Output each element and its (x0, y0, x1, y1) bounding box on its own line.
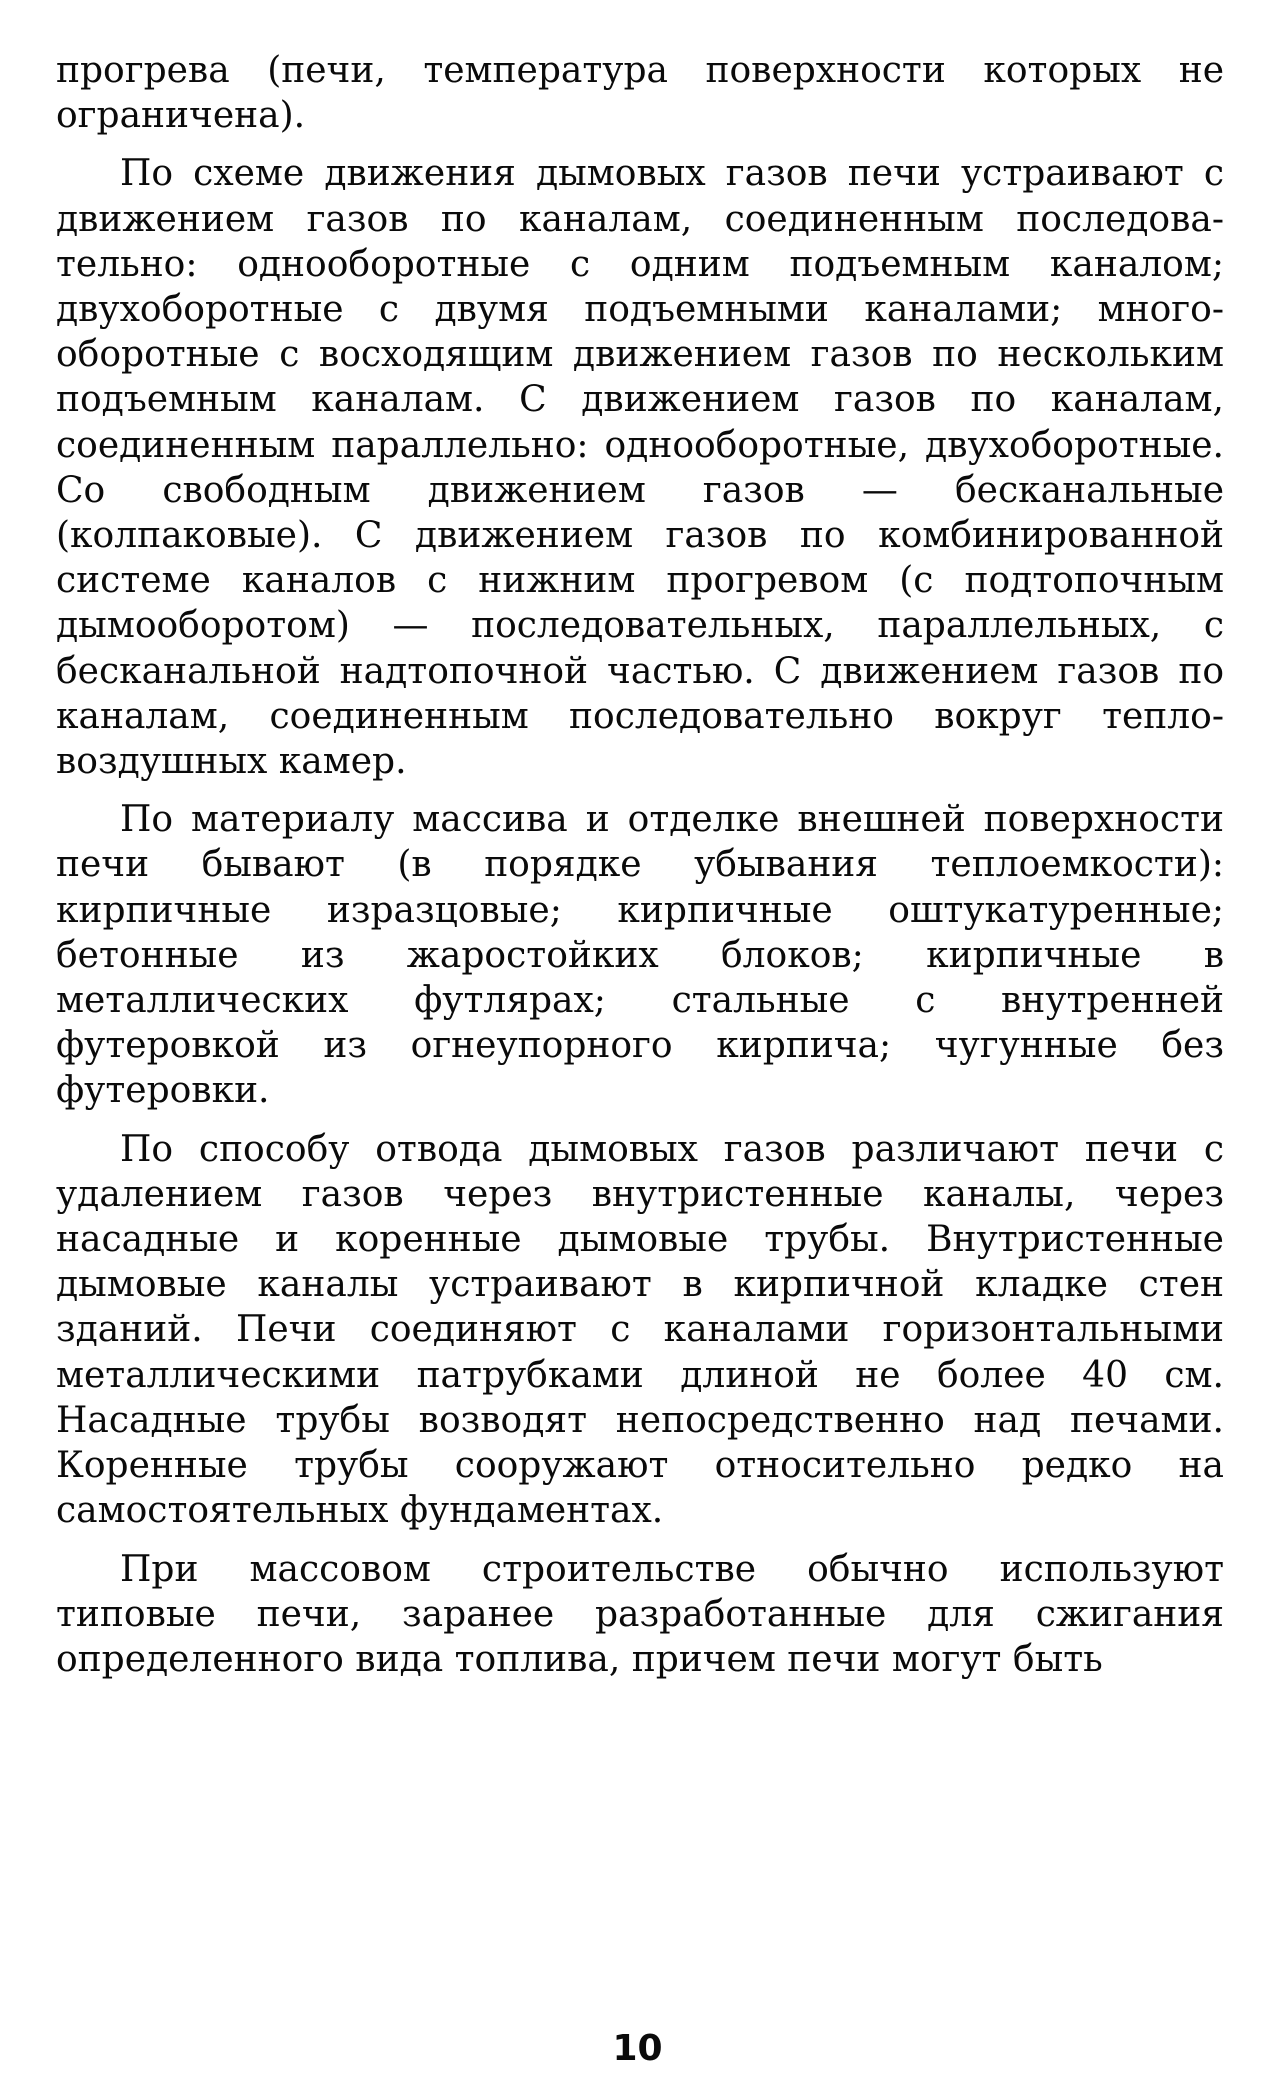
paragraph-3: По материалу массива и отделке внешней поверхности печи бывают (в порядке убывания теплоемкости): кирпичные изразцовые; кирпичные оштукатуренные; бетонные из жаростойких блоков; кирпичные в металлических футлярах; стальные с внутренней футеровкой из огнеупорного кирпича; чугунные без футеровки. (56, 799, 1224, 1112)
paragraph-4: По способу отвода дымовых газов различают печи с удалением газов через внутристенные каналы, через насадные и коренные дымовые трубы. Внутристенные дымовые каналы устраивают в кирпичной кладке стен зданий. Печи соединяют с каналами горизонтальными металлическими патрубками длиной не более 40 см. Насадные трубы возводят непосредственно над печами. Коренные трубы сооружают относительно редко на самостоятельных фундаментах. (56, 1128, 1224, 1532)
page-body (56, 48, 1224, 2028)
page-number: 10 (612, 2028, 663, 2069)
paragraph-2: По схеме движения дымовых газов печи устраивают с движением газов по каналам, соединенным последовательно: однооборотные с одним подъемным каналом; двухоборотные с двумя подъемными каналами; многооборотные с восходящим движением газов по нескольким подъемным каналам. С движением газов по каналам, соединенным параллельно: однооборотные, двухоборотные. Со свободным движением газов — бесканальные (колпаковые). С движением газов по комбинированной системе каналов с нижним прогревом (с подтопочным дымооборотом) — последовательных, параллельных, с бесканальной надтопочной частью. С движением газов по каналам, соединенным последовательно вокруг тепловоздушных камер. (56, 153, 1224, 783)
paragraph-5: При массовом строительстве обычно используют типовые печи, заранее разработанные для сжигания определенного вида топлива, причем печи могут быть (56, 1548, 1224, 1680)
paragraph-1: прогрева (печи, температура поверхности которых не ограничена). (56, 50, 1224, 137)
